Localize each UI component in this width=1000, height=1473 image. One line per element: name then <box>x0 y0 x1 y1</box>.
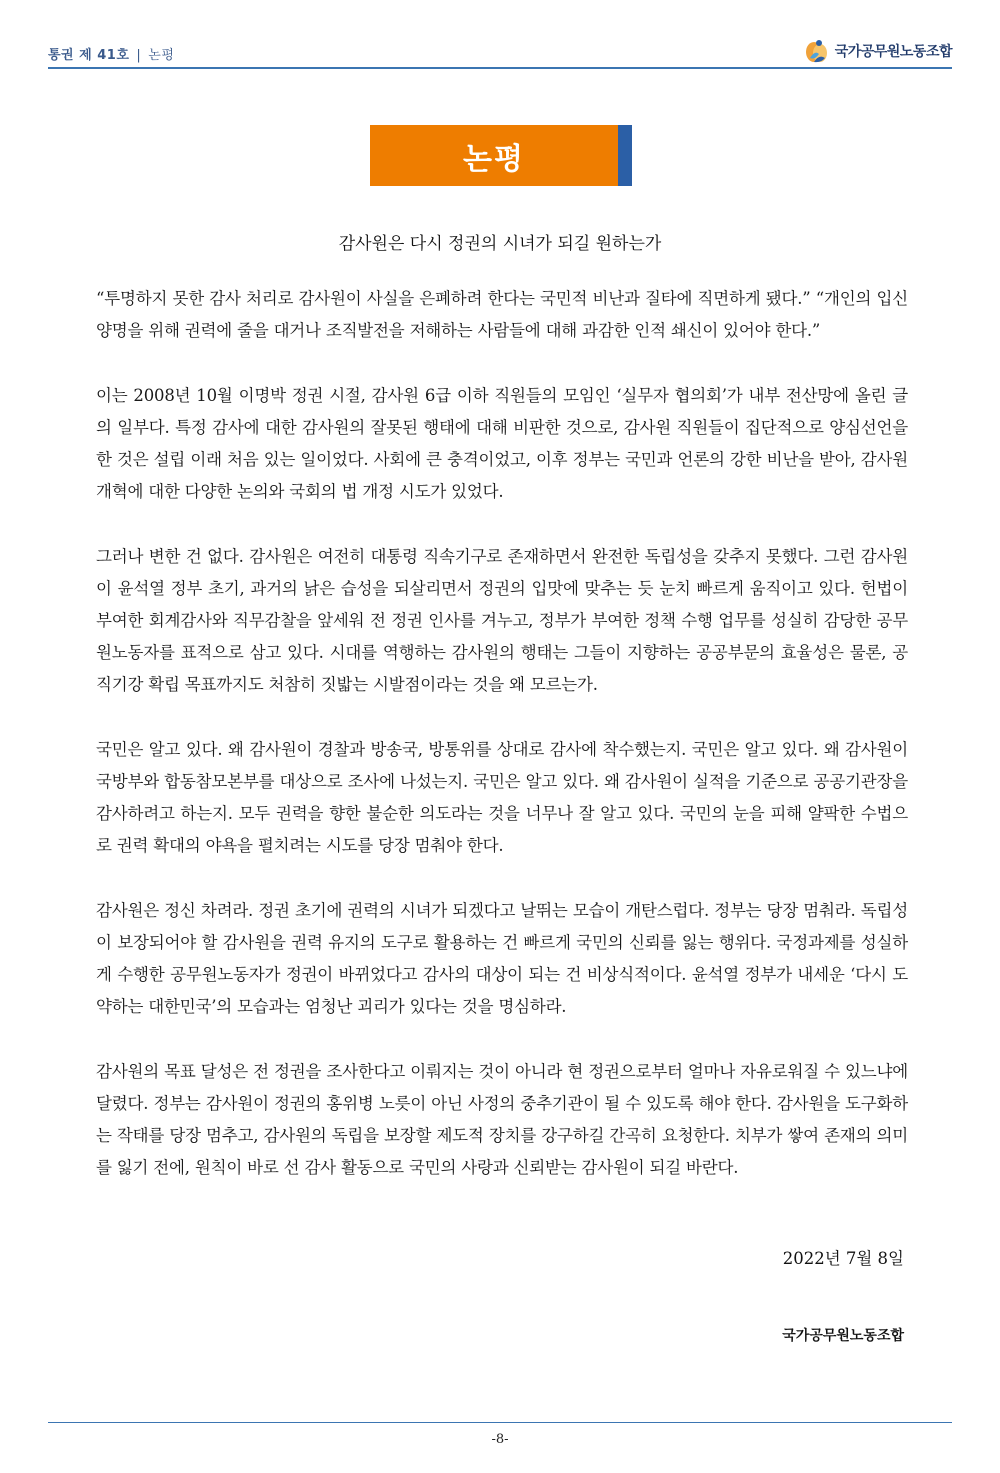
article-subtitle: 감사원은 다시 정권의 시녀가 되길 원하는가 <box>338 234 662 254</box>
issue-info <box>48 44 174 63</box>
issue-number: 통권 제 41호 <box>48 48 130 63</box>
paragraph: 국민은 알고 있다. 왜 감사원이 경찰과 방송국, 방통위를 상대로 감사에 착수했는지. 국민은 알고 있다. 왜 감사원이 국방부와 합동참모본부를 대상으로 조사에 나섰는지. 국민은 알고 있다. 왜 감사원이 실적을 기준으로 공공기관장을 감사하려고 하는지. 모두 권력을 향한 불순한 의도라는 것을 너무나 잘 알고 있다. 국민의 눈을 피해 얄팍한 수법으로 권력 확대의 야욕을 펼치려는 시도를 당장 멈춰야 한다. <box>96 740 908 855</box>
union-logo-icon <box>805 38 829 64</box>
paragraph: 그러나 변한 건 없다. 감사원은 여전히 대통령 직속기구로 존재하면서 완전한 독립성을 갖추지 못했다. 그런 감사원이 윤석열 정부 초기, 과거의 낡은 습성을 되살리면서 정권의 입맛에 맞추는 듯 눈치 빠르게 움직이고 있다. 헌법이 부여한 회계감사와 직무감찰을 앞세워 전 정권 인사를 겨누고, 정부가 부여한 정책 수행 업무를 성실히 감당한 공무원노동자를 표적으로 삼고 있다. 시대를 역행하는 감사원의 행태는 그들이 지향하는 공공부문의 효율성은 물론, 공직기강 확립 목표까지도 처참히 짓밟는 시발점이라는 것을 왜 모르는가. <box>96 547 908 694</box>
signature: 국가공무원노동조합 <box>782 1328 904 1344</box>
paragraph: 감사원의 목표 달성은 전 정권을 조사한다고 이뤄지는 것이 아니라 현 정권으로부터 얼마나 자유로워질 수 있느냐에 달렸다. 정부는 감사원이 정권의 홍위병 노릇이 아닌 사정의 중추기관이 될 수 있도록 해야 한다. 감사원을 도구화하는 작태를 당장 멈추고, 감사원의 독립을 보장할 제도적 장치를 강구하길 간곡히 요청한다. 치부가 쌓여 존재의 의미를 잃기 전에, 원칙이 바로 선 감사 활동으로 국민의 사랑과 신뢰받는 감사원이 되길 바란다. <box>96 1062 908 1177</box>
paragraph: 감사원은 정신 차려라. 정권 초기에 권력의 시녀가 되겠다고 날뛰는 모습이 개탄스럽다. 정부는 당장 멈춰라. 독립성이 보장되어야 할 감사원을 권력 유지의 도구로 활용하는 건 빠르게 국민의 신뢰를 잃는 행위다. 국정과제를 성실하게 수행한 공무원노동자가 정권이 바뀌었다고 감사의 대상이 되는 건 비상식적이다. 윤석열 정부가 내세운 ‘다시 도약하는 대한민국’의 모습과는 엄청난 괴리가 있다는 것을 명심하라. <box>96 901 908 1016</box>
page-number: -8- <box>491 1432 509 1447</box>
footer-divider <box>48 1422 952 1423</box>
statement-date: 2022년 7월 8일 <box>782 1249 904 1268</box>
paragraph: “투명하지 못한 감사 처리로 감사원이 사실을 은폐하려 한다는 국민적 비난과 질타에 직면하게 됐다.” “개인의 입신양명을 위해 권력에 줄을 대거나 조직발전을 저해하는 사람들에 대해 과감한 인적 쇄신이 있어야 한다.” <box>96 289 908 340</box>
section-name: 논평 <box>148 48 175 63</box>
title-banner <box>370 125 632 186</box>
title-accent-bar <box>618 125 632 186</box>
header-divider <box>48 67 952 69</box>
page-title: 논평 <box>370 125 618 186</box>
page-header <box>48 36 952 66</box>
union-logo <box>805 36 952 66</box>
article-body <box>96 283 908 1217</box>
header-separator: | <box>136 48 142 63</box>
paragraph: 이는 2008년 10월 이명박 정권 시절, 감사원 6급 이하 직원들의 모임인 ‘실무자 협의회’가 내부 전산망에 올린 글의 일부다. 특정 감사에 대한 감사원의 잘못된 행태에 대해 비판한 것으로, 감사원 직원들이 집단적으로 양심선언을 한 것은 설립 이래 처음 있는 일이었다. 사회에 큰 충격이었고, 이후 정부는 국민과 언론의 강한 비난을 받아, 감사원 개혁에 대한 다양한 논의와 국회의 법 개정 시도가 있었다. <box>96 386 908 501</box>
logo-text: 국가공무원노동조합 <box>834 44 952 60</box>
